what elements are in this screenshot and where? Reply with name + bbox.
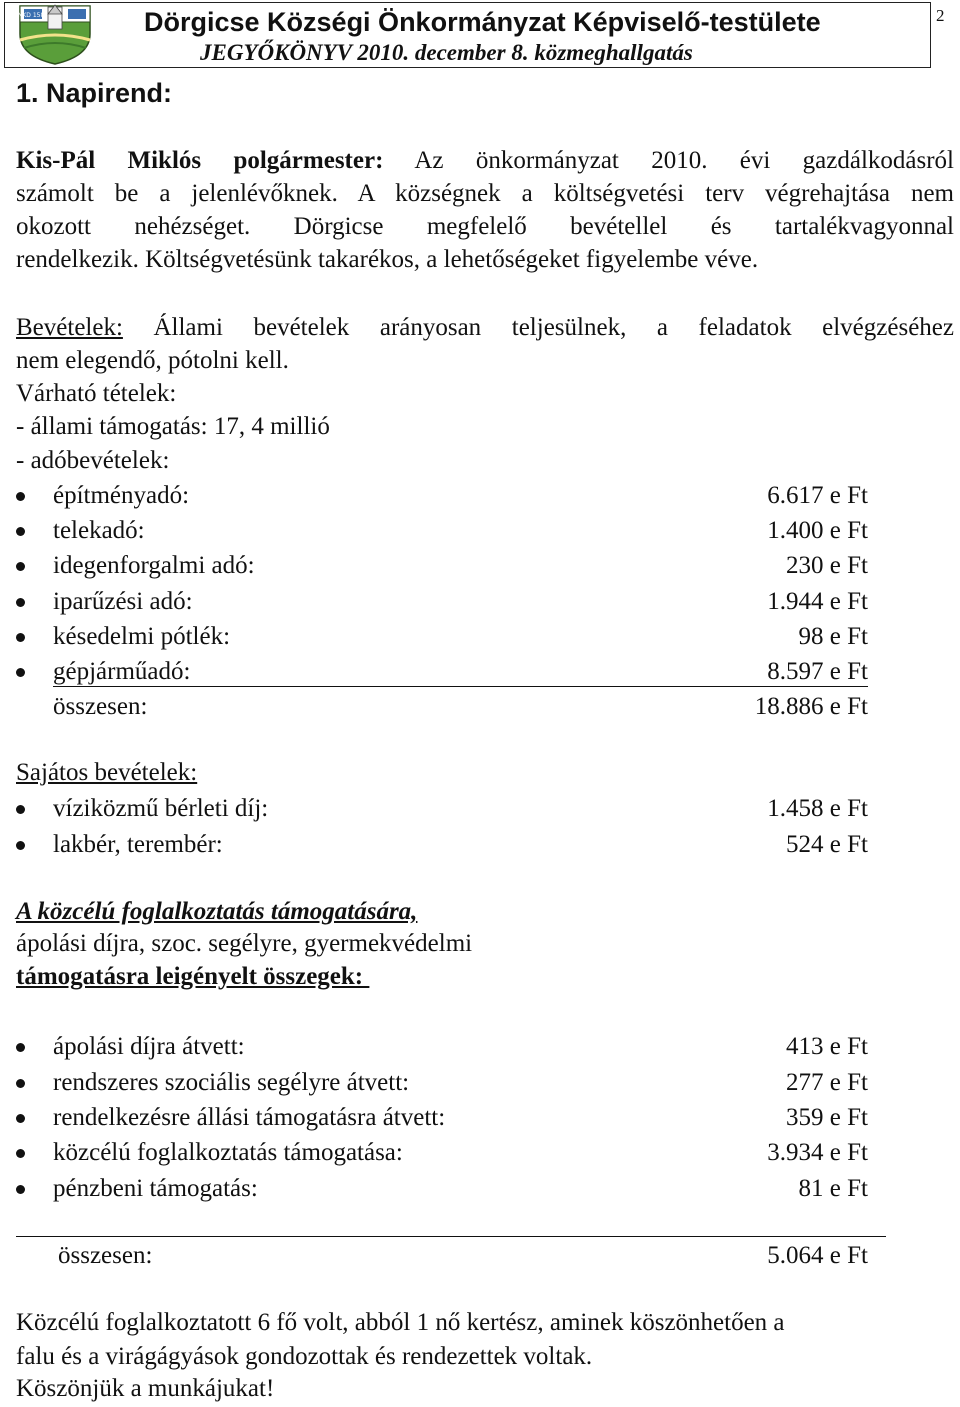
public-work-heading: A közcélú foglalkoztatás támogatására, <box>16 898 418 925</box>
list-item: gépjárműadó: 8.597 e Ft <box>16 656 868 688</box>
document-title: Dörgicse Községi Önkormányzat Képviselő-testülete <box>144 7 821 37</box>
expected-items-label: Várható tételek: <box>16 380 177 407</box>
intro-paragraph-line2: számolt be a jelenlévőknek. A községnek a költségvetési terv végrehajtása nem <box>16 180 954 207</box>
page-number: 2 <box>936 6 945 25</box>
support-total-row: összesen: 5.064 e Ft <box>58 1242 868 1269</box>
closing-line3: Köszönjük a munkájukat! <box>16 1375 275 1402</box>
closing-line1: Közcélú foglalkoztatott 6 fő volt, abból 1 nő kertész, aminek köszönhetően a <box>16 1309 785 1336</box>
revenue-paragraph-line1 <box>16 311 954 344</box>
revenue-label: Bevételek: <box>16 314 123 341</box>
tax-total-rule <box>53 686 868 687</box>
own-revenue-heading: Sajátos bevételek: <box>16 759 198 786</box>
intro-paragraph-line4: rendelkezik. Költségvetésünk takarékos, a lehetőségeket figyelembe véve. <box>16 246 759 273</box>
support-total-rule <box>16 1236 886 1237</box>
list-item: idegenforgalmi adó: 230 e Ft <box>16 550 868 582</box>
municipal-crest-icon <box>16 4 94 66</box>
list-item: lakbér, terembér: 524 e Ft <box>16 829 868 861</box>
list-item: iparűzési adó: 1.944 e Ft <box>16 586 868 618</box>
list-item: késedelmi pótlék: 98 e Ft <box>16 621 868 653</box>
state-support-line: - állami támogatás: 17, 4 millió <box>16 413 330 440</box>
revenue-text-1: Állami bevételek arányosan teljesülnek, a feladatok elvégzéséhez <box>122 314 954 341</box>
intro-paragraph-line3: okozott nehézséget. Dörgicse megfelelő bevétellel és tartalékvagyonnal <box>16 213 954 240</box>
agenda-heading: 1. Napirend: <box>16 78 173 108</box>
list-item: telekadó: 1.400 e Ft <box>16 515 868 547</box>
intro-paragraph-line1 <box>16 144 954 177</box>
speaker-name: Kis-Pál Miklós polgármester: <box>16 147 384 174</box>
list-item: ápolási díjra átvett: 413 e Ft <box>16 1031 868 1063</box>
closing-line2: falu és a virágágyások gondozottak és rendezettek voltak. <box>16 1343 593 1370</box>
list-item: víziközmű bérleti díj: 1.458 e Ft <box>16 793 868 825</box>
list-item: rendelkezésre állási támogatásra átvett: 359 e Ft <box>16 1102 868 1134</box>
list-item: közcélú foglalkoztatás támogatása: 3.934 e Ft <box>16 1137 868 1169</box>
public-work-line2: ápolási díjra, szoc. segélyre, gyermekvédelmi <box>16 930 473 957</box>
tax-total-row: összesen: 18.886 e Ft <box>53 693 868 720</box>
document-subtitle: JEGYŐKÖNYV 2010. december 8. közmeghallgatás <box>200 40 693 65</box>
revenue-paragraph-line2: nem elegendő, pótolni kell. <box>16 347 289 374</box>
intro-text-1: Az önkormányzat 2010. évi gazdálkodásról <box>383 147 954 174</box>
crest-label: NKD 1582 <box>17 12 49 19</box>
list-item: pénzbeni támogatás: 81 e Ft <box>16 1173 868 1205</box>
list-item: rendszeres szociális segélyre átvett: 277 e Ft <box>16 1067 868 1099</box>
list-item: építményadó: 6.617 e Ft <box>16 480 868 512</box>
tax-heading: - adóbevételek: <box>16 447 170 474</box>
public-work-heading-2: támogatásra leigényelt összegek: <box>16 963 370 990</box>
